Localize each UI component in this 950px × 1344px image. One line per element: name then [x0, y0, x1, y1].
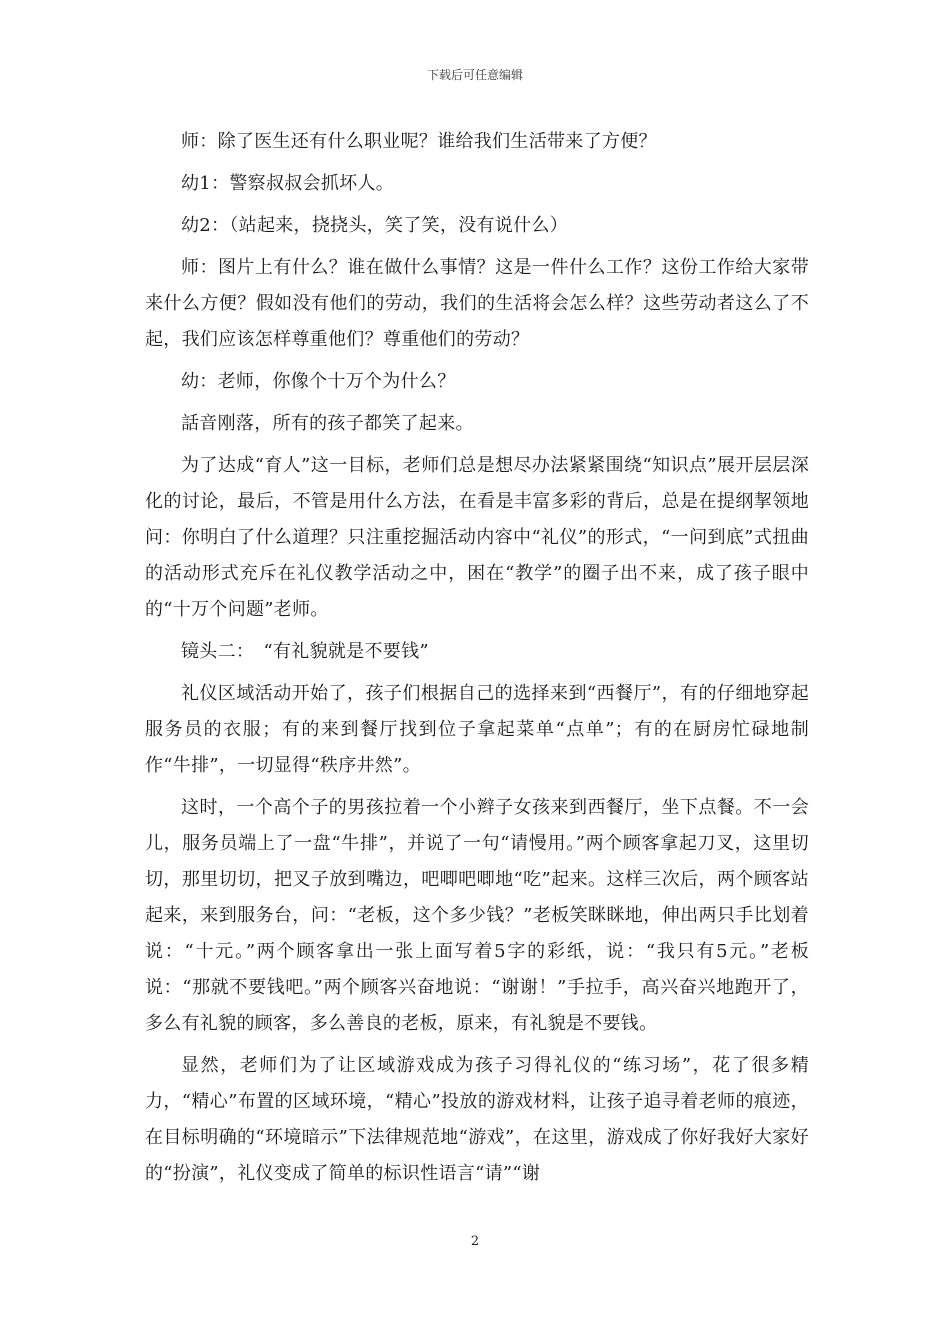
paragraph: 幼：老师，你像个十万个为什么？: [181, 371, 456, 392]
page-header: 下载后可任意编辑: [426, 68, 523, 82]
document-body: [145, 124, 809, 1198]
paragraph: 师：除了医生还有什么职业呢？谁给我们生活带来了方便？: [181, 131, 657, 152]
paragraph: 幼2：（站起来，挠挠头，笑了笑，没有说什么）: [181, 215, 569, 236]
paragraph: 为了达成“育人”这一目标，老师们总是想尽办法紧紧围绕“知识点”展开层层深化的讨论，最后，不管是用什么方法，在看是丰富多彩的背后，总是在提纲挈领地问：你明白了什么道理？只注重挖掘活动内容中“礼仪”的形式，“一问到底”式扭曲的活动形式充斥在礼仪教学活动之中，困在“教学”的圈子出不来，成了孩子眼中的“十万个问题”老师。: [145, 455, 809, 620]
paragraph: 礼仪区域活动开始了，孩子们根据自己的选择来到“西餐厅”，有的仔细地穿起服务员的衣服；有的来到餐厅找到位子拿起菜单“点单”；有的在厨房忙碌地制作“牛排”，一切显得“秩序井然”。: [145, 683, 809, 776]
paragraph: 师：图片上有什么？谁在做什么事情？这是一件什么工作？这份工作给大家带来什么方便？假如没有他们的劳动，我们的生活将会怎么样？这些劳动者这么了不起，我们应该怎样尊重他们？尊重他们的劳动？: [145, 257, 809, 350]
paragraph: 这时，一个高个子的男孩拉着一个小辫子女孩来到西餐厅，坐下点餐。不一会儿，服务员端上了一盘“牛排”，并说了一句“请慢用。”两个顾客拿起刀叉，这里切切，那里切切，把叉子放到嘴边，吧唧吧唧地“吃”起来。这样三次后，两个顾客站起来，来到服务台，问：“老板，这个多少钱？”老板笑眯眯地，伸出两只手比划着说：“十元。”两个顾客拿出一张上面写着5字的彩纸，说：“我只有5元。”老板说：“那就不要钱吧。”两个顾客兴奋地说：“谢谢！”手拉手，高兴奋兴地跑开了，多么有礼貌的顾客，多么善良的老板，原来，有礼貌是不要钱。: [145, 797, 809, 1034]
section-heading: 镜头二： “有礼貌就是不要钱”: [181, 641, 429, 662]
paragraph: 显然，老师们为了让区域游戏成为孩子习得礼仪的“练习场”，花了很多精力，“精心”布置的区域环境，“精心”投放的游戏材料，让孩子追寻着老师的痕迹，在目标明确的“环境暗示”下法律规范地“游戏”，在这里，游戏成了你好我好大家好的“扮演”，礼仪变成了简单的标识性语言“请”“谢: [145, 1055, 809, 1184]
paragraph: 幼1：警察叔叔会抓坏人。: [181, 173, 395, 194]
page-number: 2: [470, 1234, 480, 1249]
paragraph: 話音刚落，所有的孩子都笑了起来。: [181, 413, 474, 434]
